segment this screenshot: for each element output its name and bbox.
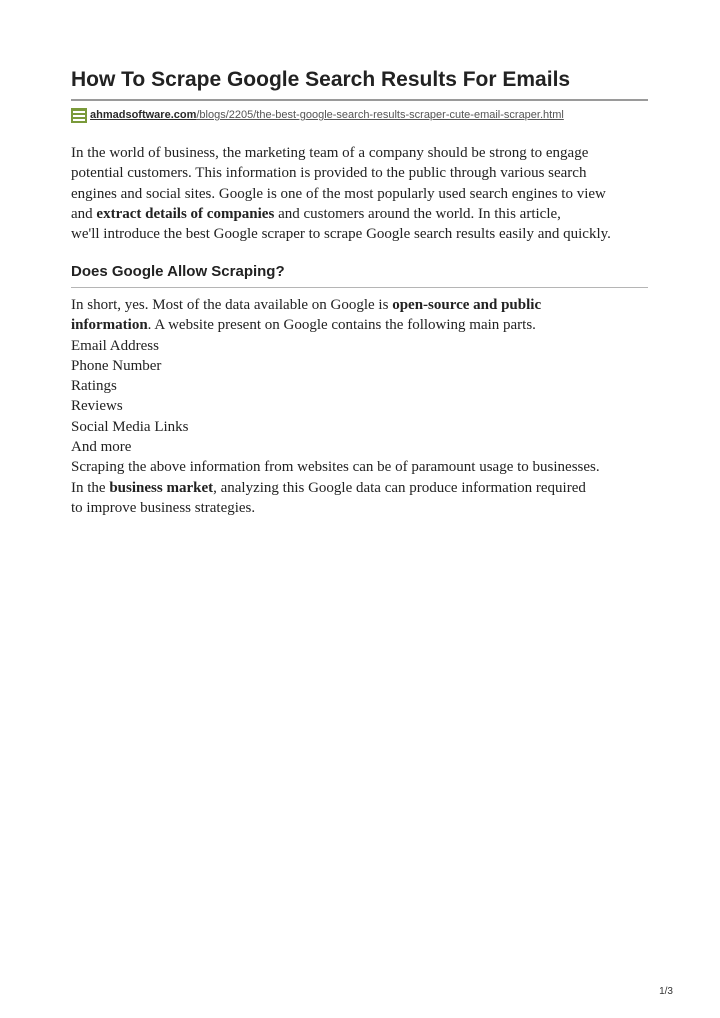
- title-divider: [71, 99, 648, 101]
- text-line: [71, 315, 651, 335]
- text-line: we'll introduce the best Google scraper to scrape Google search results easily and quickly.: [71, 226, 611, 243]
- bold-phrase: extract details of companies: [96, 205, 275, 222]
- text-fragment: In short, yes. Most of the data available on Google is: [71, 297, 393, 313]
- source-domain[interactable]: ahmadsoftware.com: [90, 109, 197, 121]
- section-body: [71, 295, 651, 518]
- text-line: to improve business strategies.: [71, 499, 256, 516]
- list-item: Reviews: [71, 398, 123, 415]
- text-line: Scraping the above information from websites can be of paramount usage to businesses.: [71, 459, 600, 476]
- text-line: [71, 478, 651, 498]
- text-line: In the world of business, the marketing team of a company should be strong to engage: [71, 145, 589, 161]
- source-link[interactable]: [71, 106, 564, 124]
- page-number: 1/3: [659, 986, 673, 997]
- text-line: engines and social sites. Google is one of the most popularly used search engines to view: [71, 185, 606, 202]
- text-line: [71, 204, 651, 224]
- section-heading: Does Google Allow Scraping?: [71, 263, 285, 280]
- list-item: Ratings: [71, 378, 117, 395]
- text-fragment: and customers around the world. In this article,: [274, 205, 561, 222]
- list-item: Social Media Links: [71, 418, 189, 435]
- source-path[interactable]: /blogs/2205/the-best-google-search-results-scraper-cute-email-scraper.html: [196, 109, 564, 121]
- bold-phrase: business market: [109, 479, 214, 496]
- intro-paragraph: [71, 143, 651, 244]
- text-line: potential customers. This information is provided to the public through various search: [71, 165, 587, 182]
- bold-phrase: open-source and public: [392, 297, 542, 313]
- text-fragment: , analyzing this Google data can produce information required: [213, 479, 586, 496]
- section-divider: [71, 287, 648, 288]
- text-fragment: . A website present on Google contains the following main parts.: [147, 317, 536, 334]
- text-fragment: In the: [71, 479, 110, 496]
- bold-phrase: information: [71, 317, 148, 334]
- website-icon: [71, 108, 87, 123]
- text-fragment: and: [71, 205, 97, 222]
- list-item: And more: [71, 439, 132, 456]
- list-item: Phone Number: [71, 357, 162, 374]
- text-line: [71, 295, 651, 315]
- list-item: Email Address: [71, 337, 159, 354]
- page-title: How To Scrape Google Search Results For Emails: [71, 68, 571, 91]
